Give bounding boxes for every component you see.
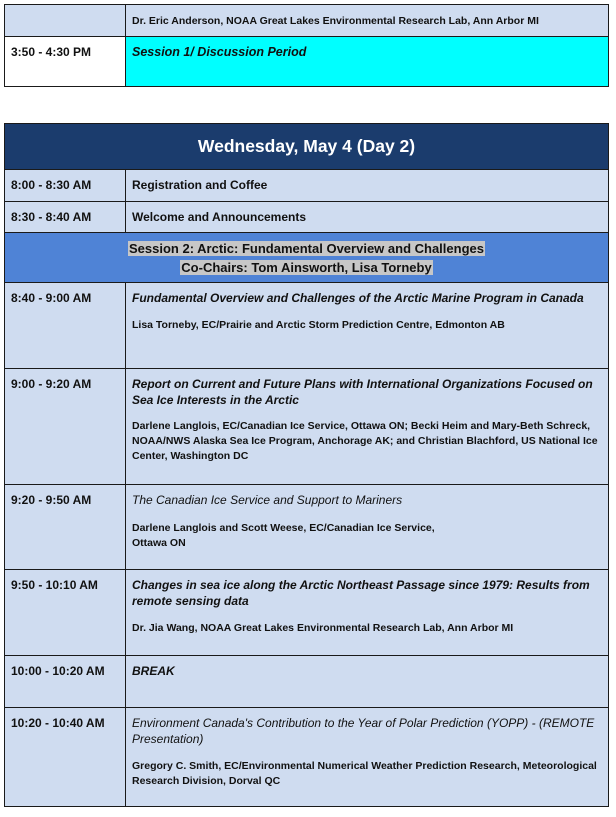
speaker-name: Dr. Eric Anderson (132, 15, 221, 27)
agenda-row (5, 202, 609, 233)
talk-speakers-line: Darlene Langlois and Scott Weese, EC/Canadian Ice Service, (132, 522, 435, 534)
time-cell: 8:30 - 8:40 AM (5, 202, 126, 233)
time-cell: 10:00 - 10:20 AM (5, 656, 126, 708)
session-cochairs: Co-Chairs: Tom Ainsworth, Lisa Torneby (181, 259, 432, 275)
session-header (5, 233, 609, 283)
talk-cell (126, 283, 609, 369)
speaker-row (5, 5, 609, 37)
session-header-row (5, 233, 609, 283)
talk-row (5, 708, 609, 807)
break-row (5, 656, 609, 708)
day1-tail-table (4, 4, 609, 87)
talk-row (5, 283, 609, 369)
break-cell (126, 656, 609, 708)
talk-cell (126, 369, 609, 485)
talk-row (5, 485, 609, 570)
talk-speakers: Lisa Torneby, EC/Prairie and Arctic Storm Prediction Centre, Edmonton AB (132, 319, 505, 331)
agenda-item-title: Registration and Coffee (126, 170, 609, 202)
session1-discussion-row (5, 37, 609, 87)
talk-speakers-line: Ottawa ON (132, 537, 186, 549)
talk-title: Environment Canada's Contribution to the Year of Polar Prediction (YOPP) - (REMOTE Presentation) (132, 716, 595, 746)
talk-speakers: Gregory C. Smith, EC/Environmental Numerical Weather Prediction Research, Meteorological Research Division, Dorval QC (132, 760, 597, 787)
talk-cell (126, 485, 609, 570)
session1-discussion-cell (126, 37, 609, 87)
day-header-row (5, 124, 609, 170)
time-cell: 9:00 - 9:20 AM (5, 369, 126, 485)
talk-row (5, 570, 609, 656)
session-title: Session 2: Arctic: Fundamental Overview and Challenges (129, 240, 484, 256)
talk-cell (126, 570, 609, 656)
talk-speakers: Dr. Jia Wang, NOAA Great Lakes Environmental Research Lab, Ann Arbor MI (132, 622, 514, 634)
talk-title: Changes in sea ice along the Arctic Northeast Passage since 1979: Results from remote sensing data (132, 578, 590, 608)
time-cell-empty (5, 5, 126, 37)
talk-cell (126, 708, 609, 807)
time-cell: 9:20 - 9:50 AM (5, 485, 126, 570)
time-cell: 3:50 - 4:30 PM (5, 37, 126, 87)
agenda-row (5, 170, 609, 202)
time-cell: 10:20 - 10:40 AM (5, 708, 126, 807)
speaker-cell (126, 5, 609, 37)
day-header: Wednesday, May 4 (Day 2) (5, 124, 609, 170)
break-title: BREAK (132, 664, 175, 678)
talk-title: Report on Current and Future Plans with International Organizations Focused on Sea Ice Interests in the Arctic (132, 377, 593, 407)
day2-agenda-table (4, 123, 609, 807)
talk-title: Fundamental Overview and Challenges of the Arctic Marine Program in Canada (132, 291, 584, 305)
time-cell: 9:50 - 10:10 AM (5, 570, 126, 656)
session1-discussion-title: Session 1/ Discussion Period (132, 45, 307, 59)
talk-speakers: Darlene Langlois, EC/Canadian Ice Service, Ottawa ON; Becki Heim and Mary-Beth Schreck, NOAA/NWS Alaska Sea Ice Program, Anchorage AK; and Christian Blachford, US National Ice Center, Washington DC (132, 420, 598, 462)
time-cell: 8:40 - 9:00 AM (5, 283, 126, 369)
talk-title: The Canadian Ice Service and Support to Mariners (132, 493, 403, 507)
time-cell: 8:00 - 8:30 AM (5, 170, 126, 202)
speaker-affiliation: , NOAA Great Lakes Environmental Research Lab, Ann Arbor MI (220, 15, 539, 27)
talk-speakers (132, 521, 600, 551)
agenda-item-title: Welcome and Announcements (126, 202, 609, 233)
talk-row (5, 369, 609, 485)
